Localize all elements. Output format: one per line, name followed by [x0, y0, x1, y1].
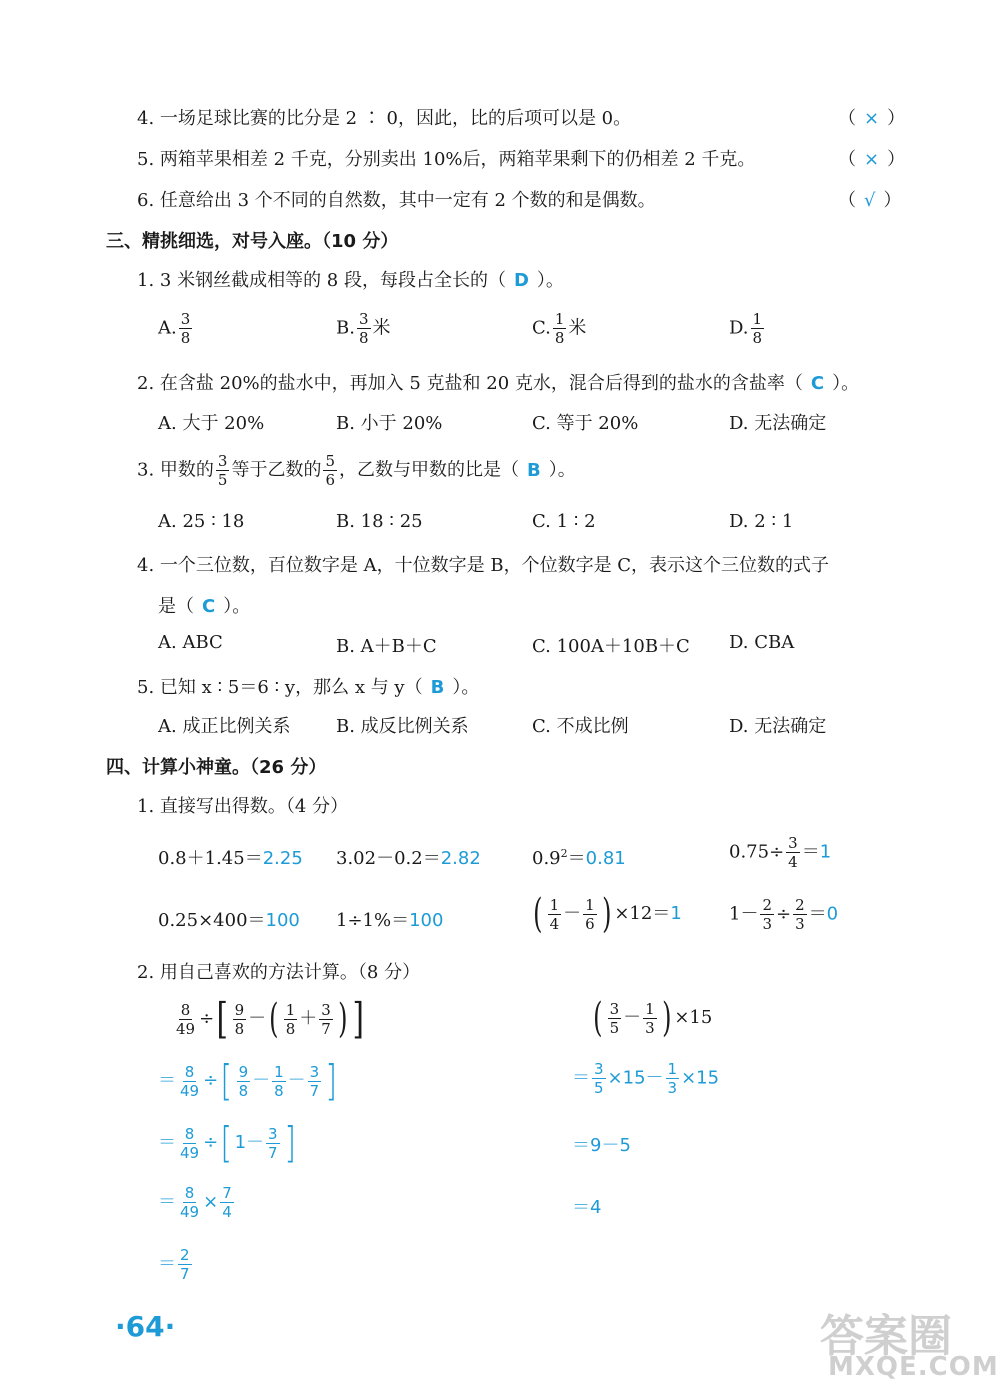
s3-q3-option-b: B. 18 ∶ 25 — [336, 511, 423, 532]
s3-question-4: 4. 一个三位数，百位数字是 A，十位数字是 B，个位数字是 C，表示这个三位数的式子 — [137, 555, 830, 576]
calc-answer: 2.25 — [262, 848, 303, 869]
calc-item-4: 0.75÷ $\frac{3}{4}$ ＝1 — [729, 834, 832, 871]
calc-answer: 0 — [826, 903, 839, 925]
s3-q5-option-a: A. 成正比例关系 — [158, 716, 291, 737]
answer-letter: C — [202, 596, 216, 617]
calc-answer: 0.81 — [585, 848, 626, 869]
s3-question-4-line2: 是（ C ）。 — [158, 596, 251, 617]
left-calc-step-0: $\frac{8}{49}$ ÷[ $\frac{9}{8}$ －( $\frac{1}{8}$ ＋ $\frac{3}{7}$ ) ] — [176, 994, 365, 1043]
s3-q5-option-c: C. 不成比例 — [532, 716, 629, 737]
left-calc-step-4: ＝ $\frac{2}{7}$ — [158, 1246, 190, 1283]
calc-item-8: 1－ $\frac{2}{3}$ ÷ $\frac{2}{3}$ ＝0 — [729, 896, 839, 933]
judge-question-5 — [137, 145, 755, 171]
judge-q5-text: 5. 两箱苹果相差 2 千克，分别卖出 10%后，两箱苹果剩下的仍相差 2 千克。 — [137, 149, 756, 170]
s3-q1-option-a: A. $\frac{3}{8}$ — [158, 310, 191, 347]
judge-answer-4: （ × ） — [838, 108, 906, 129]
answer-mark: × — [864, 149, 880, 170]
judge-q4-text: 4. 一场足球比赛的比分是 2 ∶ 0，因此，比的后项可以是 0。 — [137, 108, 632, 129]
s3-q2-option-b: B. 小于 20% — [336, 413, 443, 434]
s3-question-2: 2. 在含盐 20%的盐水中，再加入 5 克盐和 20 克水，混合后得到的盐水的含盐率（ C ）。 — [137, 373, 860, 394]
judge-q6-text: 6. 任意给出 3 个不同的自然数，其中一定有 2 个数的和是偶数。 — [137, 190, 656, 211]
judge-answer-5: （ × ） — [838, 149, 906, 170]
answer-mark: √ — [864, 190, 876, 211]
calc-answer: 100 — [409, 910, 444, 931]
calc-item-5: 0.25×400＝100 — [158, 910, 300, 931]
answer-mark: × — [864, 108, 880, 129]
answer-letter: B — [527, 459, 541, 481]
answer-letter: C — [810, 373, 825, 394]
s3-question-3: 3. 甲数的 $\frac{3}{5}$ 等于乙数的 $\frac{5}{6}$ ，乙数与甲数的比是（ B ）。 — [137, 452, 576, 489]
watermark-logo: 答案圈 — [820, 1311, 952, 1362]
right-calc-step-3: ＝4 — [572, 1197, 602, 1218]
s4-part2-title: 2. 用自己喜欢的方法计算。（8 分） — [137, 962, 421, 983]
s3-question-1: 1. 3 米钢丝截成相等的 8 段，每段占全长的（ D ）。 — [137, 270, 564, 291]
s3-q5-option-d: D. 无法确定 — [729, 716, 827, 737]
s3-question-5: 5. 已知 x ∶ 5＝6 ∶ y，那么 x 与 y（ B ）。 — [137, 677, 480, 698]
calc-answer: 2.82 — [440, 848, 481, 869]
s3-q2-option-a: A. 大于 20% — [158, 413, 265, 434]
left-calc-step-1: ＝ $\frac{8}{49}$ ÷[ $\frac{9}{8}$ － $\frac{1}{8}$ － $\frac{3}{7}$ ] — [158, 1056, 338, 1105]
judge-question-6 — [137, 186, 656, 212]
right-calc-step-0: ( $\frac{3}{5}$ － $\frac{1}{3}$ ) ×15 — [593, 995, 713, 1041]
calc-answer: 100 — [265, 910, 300, 931]
s3-q3-option-d: D. 2 ∶ 1 — [729, 511, 794, 532]
s3-q4-option-c: C. 100A＋10B＋C — [532, 636, 690, 657]
calc-answer: 1 — [670, 903, 682, 924]
calc-item-6: 1÷1%＝100 — [336, 910, 444, 931]
s4-part1-title: 1. 直接写出得数。（4 分） — [137, 796, 349, 817]
s3-q3-option-a: A. 25 ∶ 18 — [158, 511, 245, 532]
judge-answer-6: （ √ ） — [838, 190, 902, 211]
left-calc-step-2: ＝ $\frac{8}{49}$ ÷[ 1－ $\frac{3}{7}$ ] — [158, 1118, 296, 1167]
calc-item-3: $0.9^2=0.81$ — [532, 847, 626, 869]
answer-letter: D — [513, 270, 529, 291]
watermark-url: MXQE.COM — [828, 1352, 999, 1382]
s3-q1-option-c: C. $\frac{1}{8}$ 米 — [532, 310, 587, 347]
right-calc-step-1: ＝ $\frac{3}{5}$ ×15－ $\frac{1}{3}$ ×15 — [572, 1060, 720, 1097]
section-4-title: 四、计算小神童。（26 分） — [106, 757, 327, 778]
calc-item-2: 3.02－0.2＝2.82 — [336, 848, 481, 869]
s3-q2-option-c: C. 等于 20% — [532, 413, 639, 434]
s3-q1-option-d: D. $\frac{1}{8}$ — [729, 310, 763, 347]
calc-item-7: ( $\frac{1}{4}$ － $\frac{1}{6}$ ) ×12＝1 — [533, 891, 682, 937]
section-3-title: 三、精挑细选，对号入座。（10 分） — [106, 231, 399, 252]
s3-q4-option-b: B. A＋B＋C — [336, 636, 437, 657]
left-calc-step-3: ＝ $\frac{8}{49}$ × $\frac{7}{4}$ — [158, 1184, 232, 1221]
right-calc-step-2: ＝9－5 — [572, 1135, 631, 1156]
s3-q2-option-d: D. 无法确定 — [729, 413, 827, 434]
s3-q1-option-b: B. $\frac{3}{8}$ 米 — [336, 310, 391, 347]
answer-letter: B — [430, 677, 445, 698]
calc-answer: 1 — [819, 841, 832, 863]
s3-q4-option-d: D. CBA — [729, 632, 795, 653]
s3-q5-option-b: B. 成反比例关系 — [336, 716, 469, 737]
s3-q3-option-c: C. 1 ∶ 2 — [532, 511, 596, 532]
judge-question-4 — [137, 104, 631, 130]
calc-item-1: 0.8＋1.45＝2.25 — [158, 848, 303, 869]
page-number: ·64· — [115, 1310, 176, 1343]
s3-q4-option-a: A. ABC — [158, 632, 223, 653]
